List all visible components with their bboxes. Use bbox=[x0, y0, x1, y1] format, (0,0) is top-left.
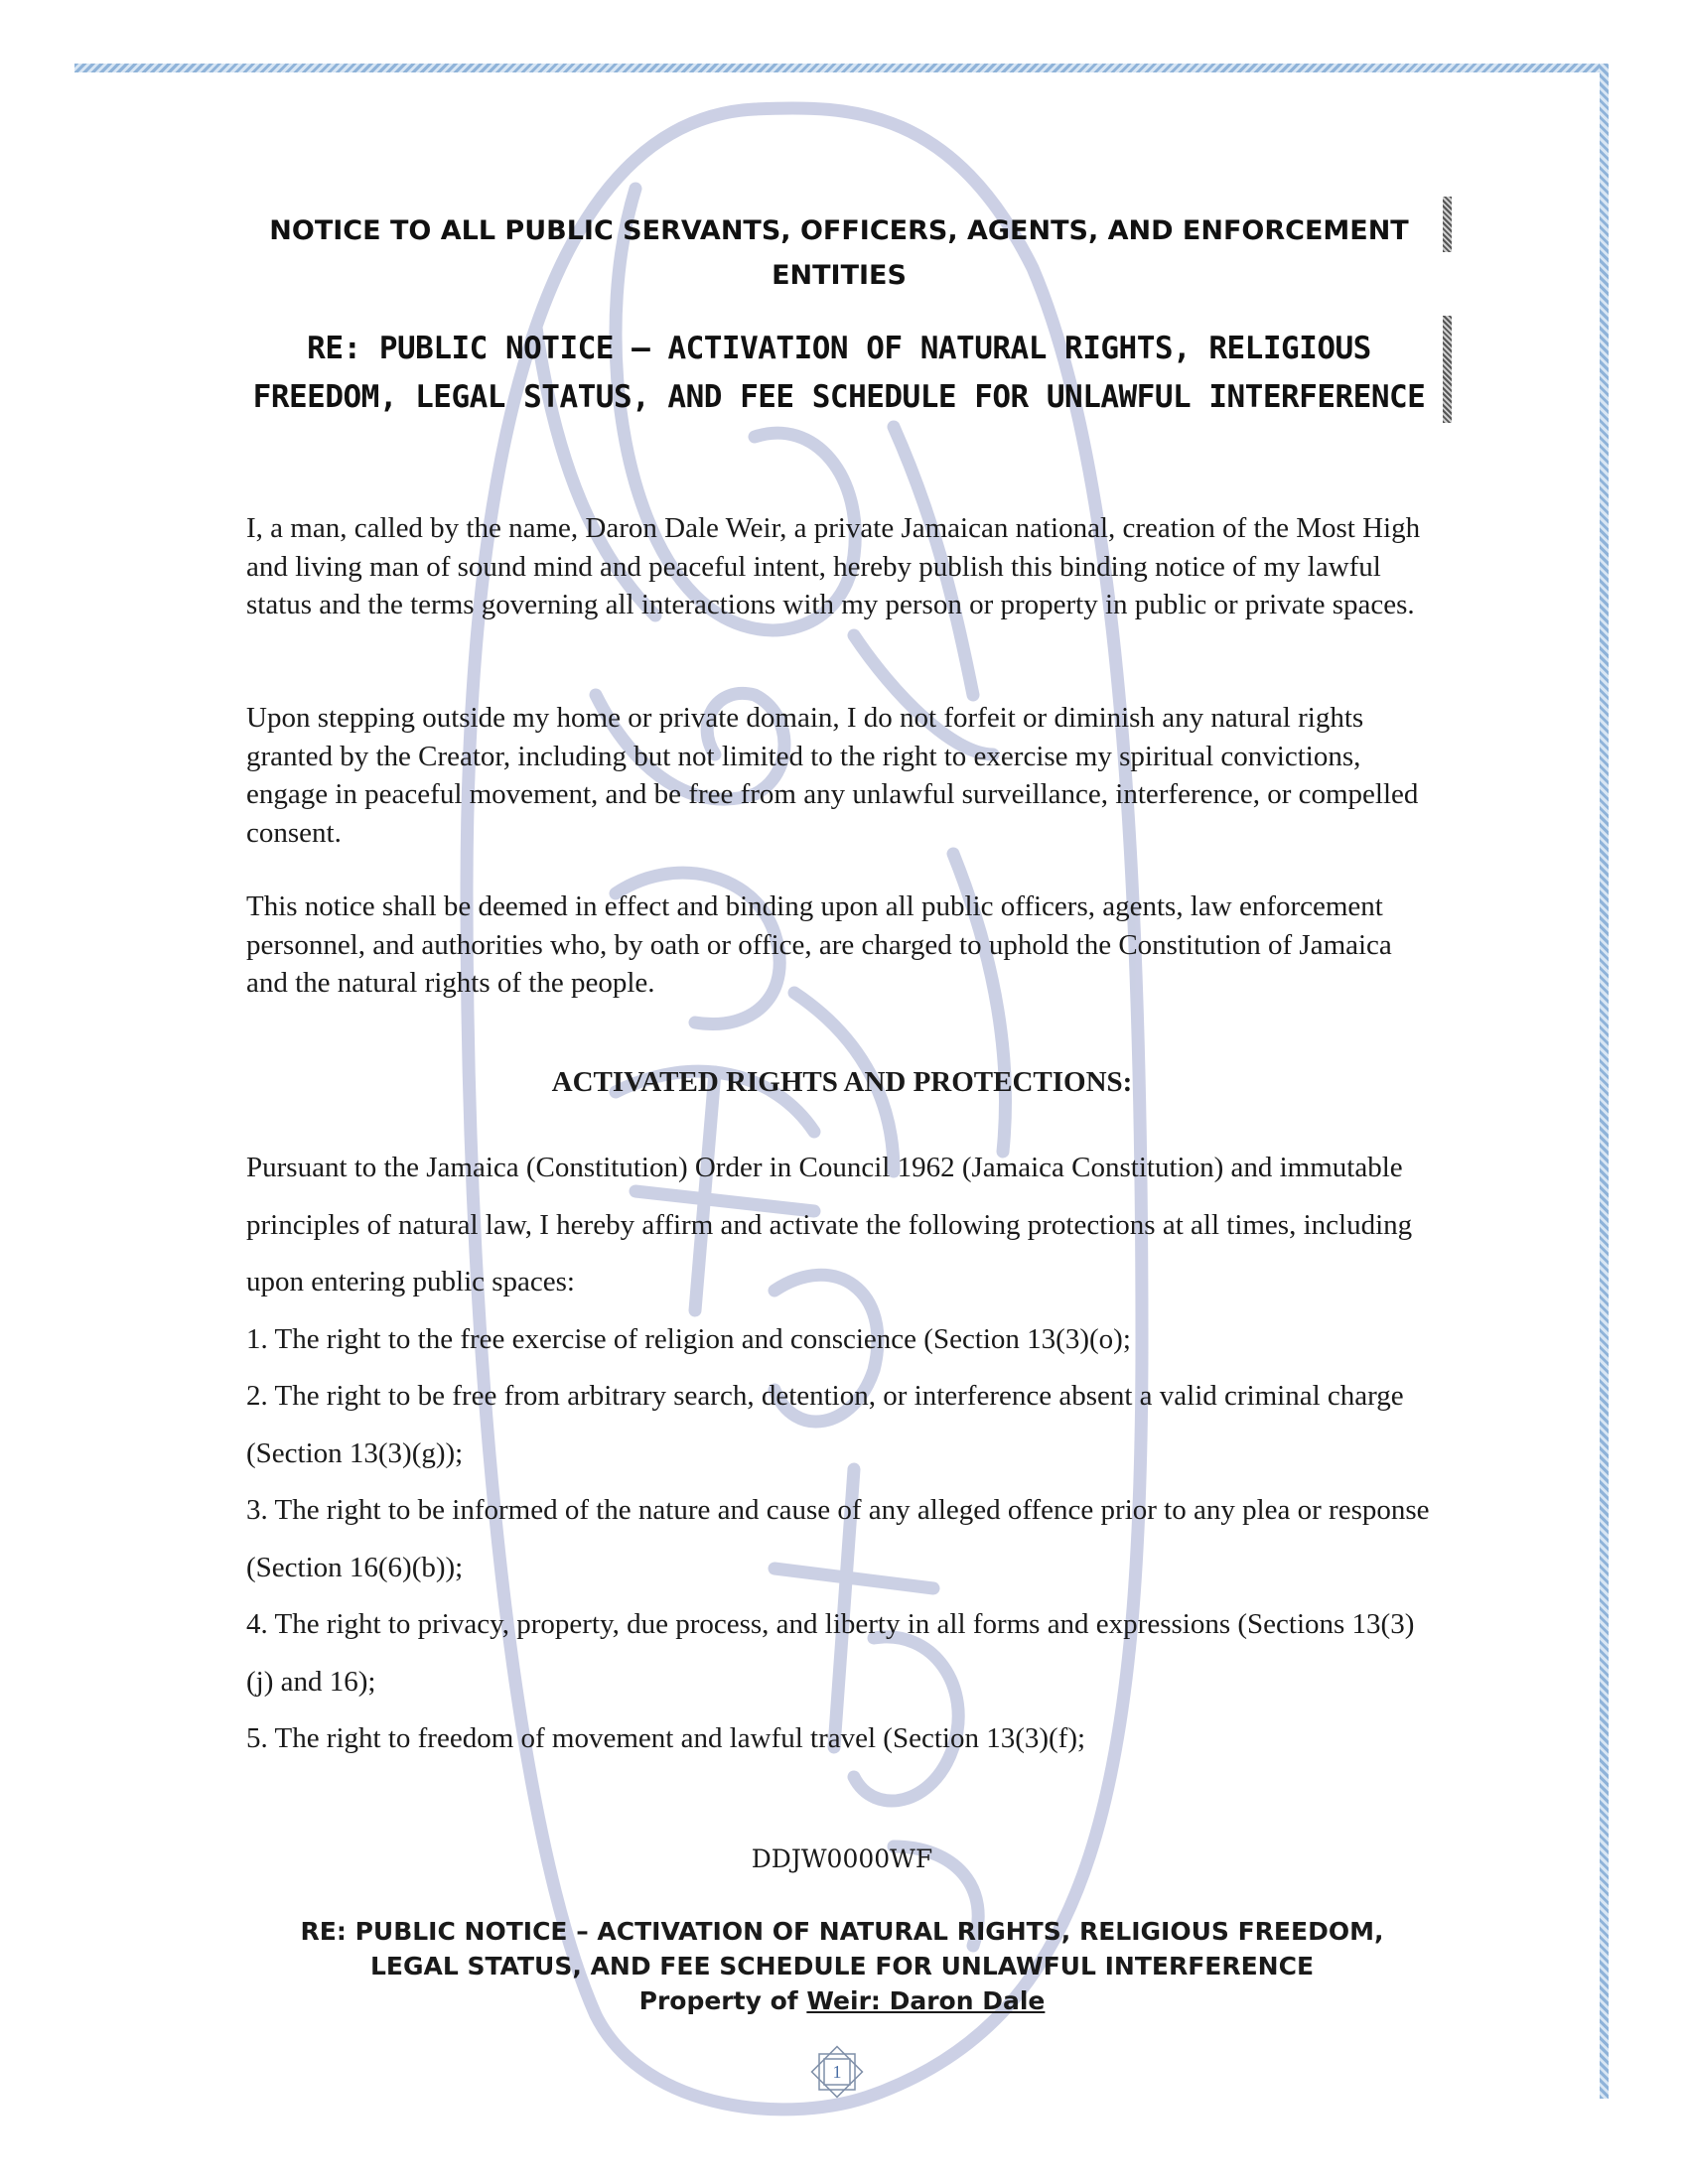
list-item: 3. The right to be informed of the nature and cause of any alleged offence prior to any plea or response (Section 16(6)(b)); bbox=[246, 1494, 1430, 1583]
property-prefix: Property of bbox=[638, 1986, 798, 2015]
footer-re-line: RE: PUBLIC NOTICE – ACTIVATION OF NATURAL RIGHTS, RELIGIOUS FREEDOM, bbox=[300, 1917, 1384, 1946]
page-number-badge bbox=[802, 2037, 872, 2107]
page-number: 1 bbox=[832, 2062, 842, 2082]
rights-section bbox=[246, 1140, 1438, 1768]
list-item: 2. The right to be free from arbitrary search, detention, or interference absent a valid criminal charge (Section 13(3)(g)); bbox=[246, 1380, 1404, 1469]
document-code: DDJW0000WF bbox=[751, 1844, 933, 1873]
page-border-right bbox=[1600, 64, 1609, 2099]
section-heading: ACTIVATED RIGHTS AND PROTECTIONS: bbox=[551, 1066, 1133, 1098]
re-title: RE: PUBLIC NOTICE – ACTIVATION OF NATURAL RIGHTS, RELIGIOUS FREEDOM, LEGAL STATUS, AND FEE SCHEDULE FOR UNLAWFUL INTERFERENCE bbox=[252, 331, 1426, 415]
list-item: 1. The right to the free exercise of religion and conscience (Section 13(3)(o); bbox=[246, 1322, 1131, 1355]
owner-name: Weir: Daron Dale bbox=[806, 1986, 1046, 2015]
footer-re-title bbox=[246, 1914, 1438, 1983]
notice-title: NOTICE TO ALL PUBLIC SERVANTS, OFFICERS, AGENTS, AND ENFORCEMENT ENTITIES bbox=[269, 215, 1409, 291]
footer-re-line: LEGAL STATUS, AND FEE SCHEDULE FOR UNLAWFUL INTERFERENCE bbox=[369, 1952, 1315, 1980]
list-item: 4. The right to privacy, property, due process, and liberty in all forms and expressions (Sections 13(3)(j) and 16); bbox=[246, 1608, 1415, 1698]
section-intro: Pursuant to the Jamaica (Constitution) Order in Council 1962 (Jamaica Constitution) and immutable principles of natural law, I hereby affirm and activate the following protections at all times, including upon entering public spaces: bbox=[246, 1152, 1413, 1297]
page-border-top bbox=[74, 64, 1609, 72]
list-item: 5. The right to freedom of movement and lawful travel (Section 13(3)(f); bbox=[246, 1722, 1086, 1754]
body-paragraph: I, a man, called by the name, Daron Dale Weir, a private Jamaican national, creation of the Most High and living man of sound mind and peaceful intent, hereby publish this binding notice of my lawful status and the terms governing all interactions with my person or property in public or private spaces. bbox=[246, 512, 1421, 620]
body-paragraph: Upon stepping outside my home or private domain, I do not forfeit or diminish any natural rights granted by the Creator, including but not limited to the right to exercise my spiritual convictions, engage in peaceful movement, and be free from any unlawful surveillance, interference, or compelled consent. bbox=[246, 702, 1419, 849]
heading-accent-bar bbox=[1443, 197, 1452, 252]
body-paragraph: This notice shall be deemed in effect and binding upon all public officers, agents, law enforcement personnel, and authorities who, by oath or office, are charged to uphold the Constitution of Jamaica and the natural rights of the people. bbox=[246, 890, 1392, 999]
footer-owner bbox=[246, 1986, 1438, 2015]
